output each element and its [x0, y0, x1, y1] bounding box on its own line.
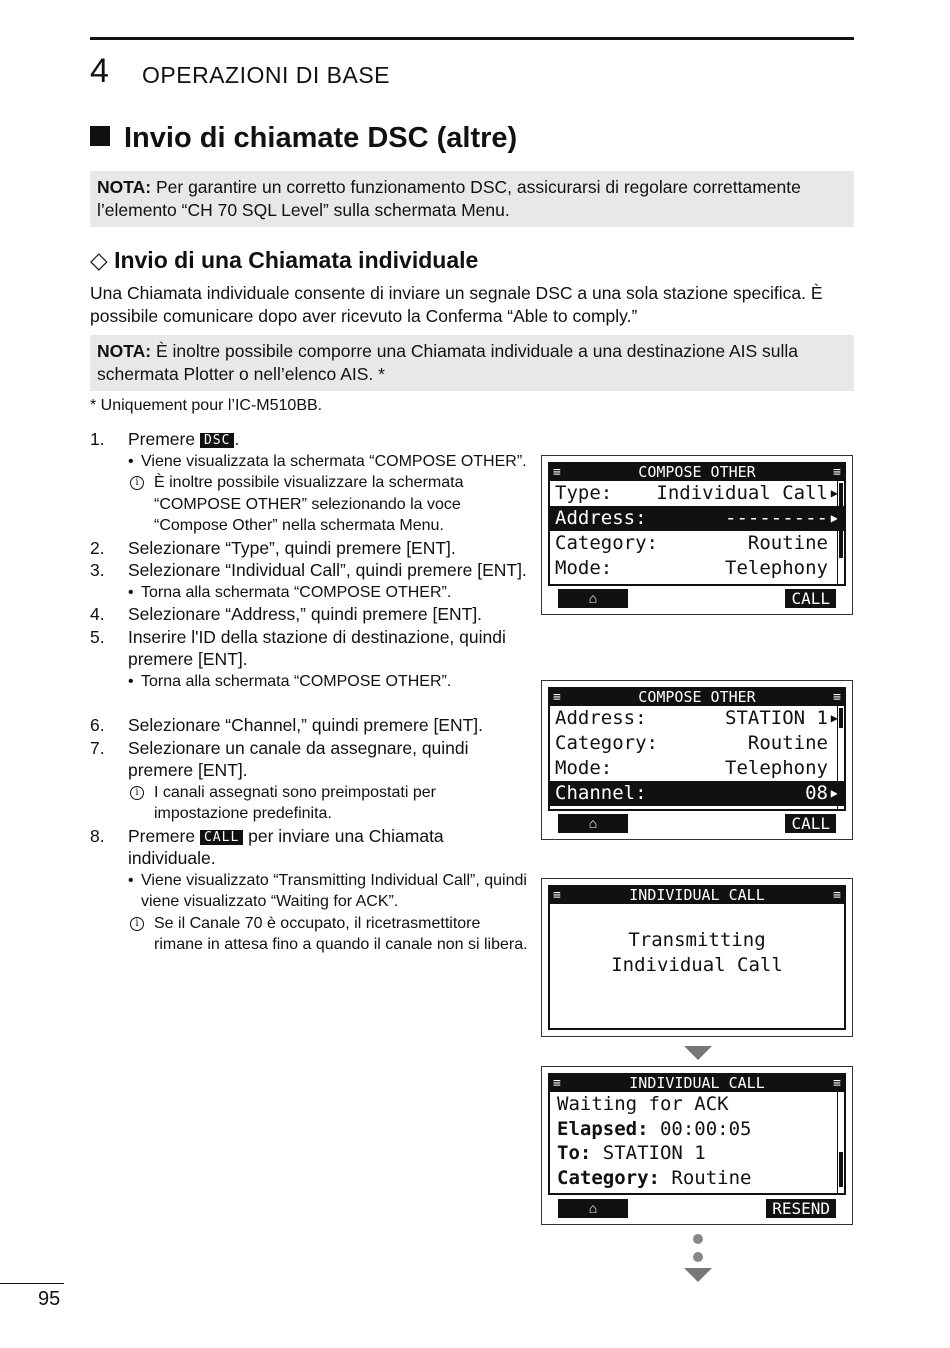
row-label: Category: [555, 732, 658, 754]
step-text: Selezionare “Type”, quindi premere [ENT]. [128, 537, 456, 558]
home-icon: ⌂ [558, 589, 628, 608]
chapter-title: OPERAZIONI DI BASE [142, 62, 390, 88]
step-bullet: • Viene visualizzato “Transmitting Individual Call”, quindi viene visualizzato “Waiting for ACK”. [128, 871, 527, 910]
lcd-row-mode [550, 756, 844, 781]
info-icon: i [130, 917, 144, 931]
step-text: Selezionare “Address,” quindi premere [ENT]. [128, 604, 483, 624]
page-number: 95 [38, 1288, 61, 1310]
message-line: Individual Call [611, 954, 783, 976]
row-label: Mode: [555, 557, 613, 579]
screen-title-bar: ≡ INDIVIDUAL CALL ≡ [550, 887, 844, 904]
step-text: . [234, 429, 240, 449]
call-softkey: CALL [785, 589, 836, 608]
row-label: To: [557, 1142, 592, 1164]
step-text: Premere [128, 825, 200, 846]
step-number: 2. [90, 537, 105, 558]
info-text: È inoltre possibile visualizzare la schermata “COMPOSE OTHER” selezionando la voce “Compose Other” nella schermata Menu. [154, 474, 464, 534]
arrow-right-icon: ▶ [830, 511, 838, 525]
scrollbar [837, 1092, 844, 1193]
bullet-text: Torna alla schermata “COMPOSE OTHER”. [141, 672, 452, 690]
row-value: 08 [805, 782, 828, 804]
transmitting-message [550, 928, 844, 978]
note-text: Per garantire un corretto funzionamento DSC, assicurarsi di regolare correttamente l’elemento “CH 70 SQL Level” sulla schermata Menu. [97, 177, 801, 220]
subsection-title-text: Invio di una Chiamata individuale [114, 247, 479, 273]
steps-list [90, 428, 530, 956]
note-label: NOTA: [97, 177, 152, 197]
row-label: Category: [557, 1166, 660, 1189]
elapsed-line [550, 1117, 844, 1142]
lcd-individual-call-waiting [541, 1066, 853, 1225]
step-info [128, 782, 530, 825]
waiting-line: Waiting for ACK [557, 1093, 729, 1115]
screen-title: COMPOSE OTHER [638, 688, 756, 706]
section-title-text: Invio di chiamate DSC (altre) [124, 122, 518, 154]
step-text: Selezionare un canale da assegnare, quindi premere [ENT]. [128, 737, 469, 780]
step-text: Premere [128, 429, 200, 449]
call-softkey: CALL [785, 814, 836, 833]
row-label: Type: [555, 482, 613, 504]
row-label: Address: [555, 707, 647, 729]
row-label: Category: [555, 532, 658, 554]
lcd-compose-other-1 [541, 455, 853, 615]
call-key-icon: CALL [200, 830, 243, 845]
arrow-right-icon: ▶ [830, 486, 838, 500]
screen-title: COMPOSE OTHER [638, 463, 756, 481]
note-label: NOTA: [97, 341, 152, 361]
section-title [90, 122, 517, 155]
home-icon: ⌂ [558, 1199, 628, 1218]
screen-title: INDIVIDUAL CALL [629, 1074, 765, 1092]
row-label: Channel: [555, 782, 647, 804]
header-rule [90, 37, 854, 40]
step-text: per inviare una Chiamata individuale. [128, 825, 444, 868]
continuation-dot [693, 1252, 703, 1262]
scrollbar [837, 481, 844, 584]
row-label: Elapsed: [557, 1117, 649, 1140]
step-bullet: • Torna alla schermata “COMPOSE OTHER”. [128, 672, 452, 690]
row-value: Individual Call [656, 482, 828, 504]
lcd-individual-call-transmitting [541, 878, 853, 1037]
step-number: 8. [90, 825, 105, 846]
row-value: STATION 1 [725, 707, 828, 729]
step-4 [90, 603, 530, 626]
resend-softkey: RESEND [766, 1199, 836, 1218]
arrow-down-icon [684, 1268, 712, 1282]
message-line: Transmitting [628, 929, 766, 951]
step-number: 5. [90, 626, 105, 647]
bullet-text: Viene visualizzato “Transmitting Individual Call”, quindi viene visualizzato “Waiting for ACK”. [141, 871, 527, 910]
step-5 [90, 626, 530, 671]
lcd-row-channel [550, 781, 844, 806]
category-line [550, 1166, 844, 1191]
step-info [128, 913, 530, 956]
step-text: Selezionare “Channel,” quindi premere [ENT]. [128, 715, 484, 735]
footnote: * Uniquement pour l’IC-M510BB. [90, 397, 323, 414]
arrow-down-icon [684, 1046, 712, 1060]
row-value: Routine [747, 532, 828, 554]
step-number: 1. [90, 429, 105, 449]
lcd-row-category [550, 531, 844, 556]
step-number: 6. [90, 715, 105, 735]
lcd-row-address [550, 706, 844, 731]
row-value: Telephony [725, 757, 828, 779]
screen-title: INDIVIDUAL CALL [629, 886, 765, 904]
step-number: 7. [90, 737, 105, 758]
continuation-dot [693, 1234, 703, 1244]
bullet-text: Viene visualizzata la schermata “COMPOSE OTHER”. [141, 452, 527, 470]
screen-title-bar: ≡ COMPOSE OTHER ≡ [550, 464, 844, 481]
lcd-compose-other-2 [541, 680, 853, 840]
home-icon: ⌂ [558, 814, 628, 833]
row-value: Routine [659, 1166, 752, 1189]
lcd-row-address [550, 506, 844, 531]
screen-title-bar: ≡ COMPOSE OTHER ≡ [550, 689, 844, 706]
lcd-row-category [550, 731, 844, 756]
dsc-key-icon: DSC [200, 433, 234, 448]
scrollbar [837, 706, 844, 809]
row-value: STATION 1 [591, 1142, 706, 1164]
step-text: Inserire l'ID della stazione di destinazione, quindi premere [ENT]. [128, 626, 506, 669]
step-8 [90, 825, 530, 870]
step-text: Selezionare “Individual Call”, quindi premere [ENT]. [128, 560, 527, 580]
chapter-number: 4 [90, 52, 109, 90]
step-number: 3. [90, 560, 105, 580]
lcd-row-mode [550, 556, 844, 581]
step-6 [90, 714, 530, 737]
row-value: 00:00:05 [648, 1117, 752, 1140]
row-value: Routine [747, 732, 828, 754]
intro-paragraph: Una Chiamata individuale consente di inviare un segnale DSC a una sola stazione specifica. È possibile comunicare dopo aver ricevuto la Conferma “Able to comply.” [90, 283, 823, 326]
step-1 [90, 428, 530, 451]
step-bullet: • Torna alla schermata “COMPOSE OTHER”. [128, 583, 452, 601]
lcd-row-type [550, 481, 844, 506]
row-label: Address: [555, 507, 647, 529]
square-bullet-icon [90, 126, 110, 146]
step-number: 4. [90, 604, 105, 624]
page-number-rule [0, 1283, 64, 1284]
info-icon: i [130, 476, 144, 490]
diamond-icon: ◇ [90, 247, 115, 273]
subsection-title [90, 247, 478, 274]
row-label: Mode: [555, 757, 613, 779]
info-text: I canali assegnati sono preimpostati per impostazione predefinita. [154, 783, 436, 822]
step-2 [90, 537, 530, 560]
row-value: Telephony [725, 557, 828, 579]
info-icon: i [130, 786, 144, 800]
note-box [90, 171, 854, 227]
arrow-right-icon: ▶ [830, 786, 838, 800]
row-value: --------- [725, 507, 828, 529]
step-7 [90, 737, 530, 782]
step-info [128, 472, 530, 537]
bullet-text: Torna alla schermata “COMPOSE OTHER”. [141, 583, 452, 601]
step-bullet: • Viene visualizzata la schermata “COMPOSE OTHER”. [128, 452, 527, 470]
arrow-right-icon: ▶ [830, 711, 838, 725]
step-3 [90, 559, 530, 582]
screen-title-bar: ≡ INDIVIDUAL CALL ≡ [550, 1075, 844, 1092]
info-text: Se il Canale 70 è occupato, il ricetrasmettitore rimane in attesa fino a quando il canale non si libera. [154, 914, 528, 953]
note-text: È inoltre possibile comporre una Chiamata individuale a una destinazione AIS sulla schermata Plotter o nell’elenco AIS. * [97, 341, 799, 384]
note-box-ais [90, 335, 854, 391]
to-line [550, 1141, 844, 1166]
